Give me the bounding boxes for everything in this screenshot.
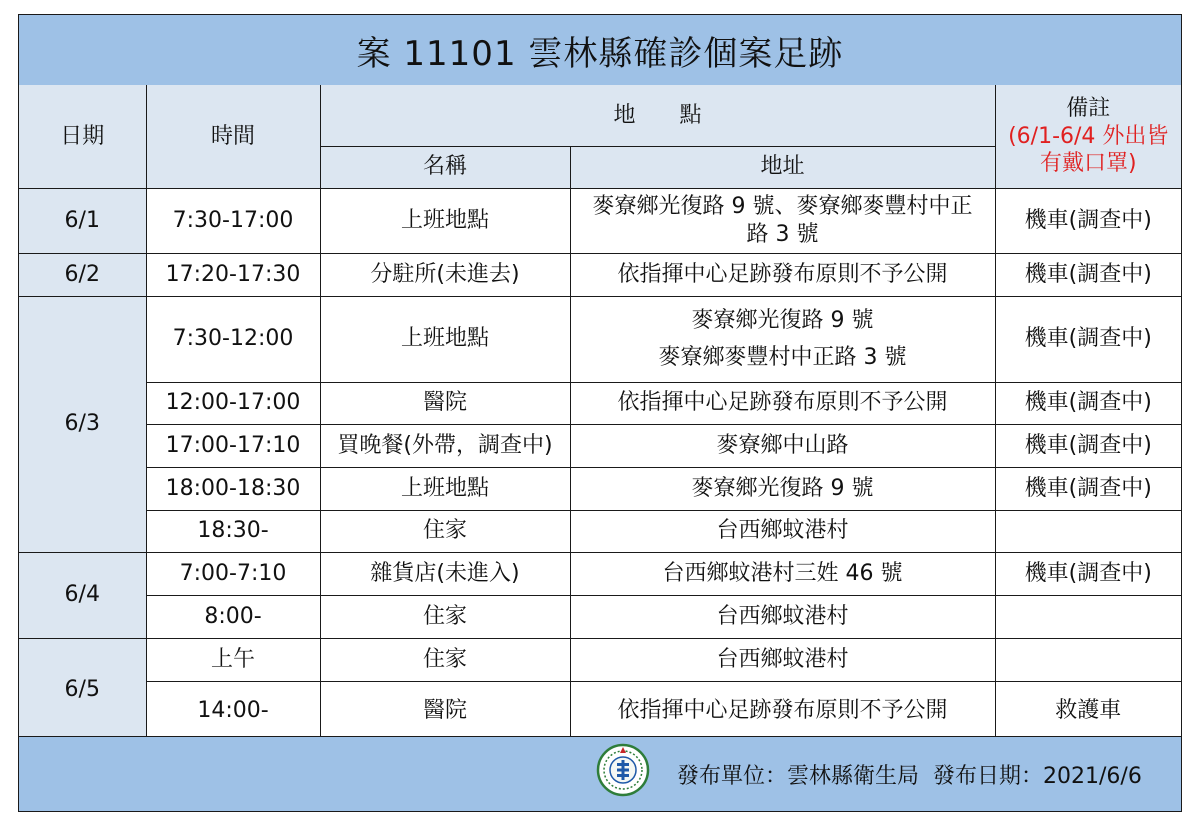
place-name-cell: 上班地點: [320, 467, 570, 510]
note-cell: 機車(調查中): [995, 552, 1181, 595]
address-line: 路 3 號: [746, 221, 819, 247]
footer: [19, 736, 1181, 811]
address-cell: [570, 681, 995, 741]
note-cell: 機車(調查中): [995, 424, 1181, 467]
note-cell: 機車(調查中): [995, 467, 1181, 510]
table-row: [19, 188, 1181, 253]
place-name-cell: 買晚餐(外帶，調查中): [320, 424, 570, 467]
place-name-cell: 醫院: [320, 382, 570, 424]
address-cell: [570, 253, 995, 296]
header-note-mask-2: 有戴口罩): [1039, 151, 1137, 176]
time-cell: 7:30-17:00: [146, 188, 320, 253]
place-name-cell: 上班地點: [320, 296, 570, 382]
address-cell: [570, 552, 995, 595]
address-cell: [570, 188, 995, 253]
time-cell: 18:00-18:30: [146, 467, 320, 510]
note-cell: 機車(調查中): [995, 296, 1181, 382]
note-cell: [995, 595, 1181, 638]
address-cell: [570, 424, 995, 467]
table-body: [19, 188, 1181, 741]
header-note-mask-1: (6/1-6/4 外出皆: [1008, 123, 1169, 149]
table-row: [19, 424, 1181, 467]
table-row: [19, 253, 1181, 296]
table-row: [19, 595, 1181, 638]
page-title: 案 11101 雲林縣確診個案足跡: [19, 15, 1181, 86]
header-location: 地 點: [320, 85, 995, 146]
place-name-cell: 住家: [320, 595, 570, 638]
place-name-cell: 住家: [320, 510, 570, 552]
table-row: [19, 638, 1181, 681]
address-line: 麥寮鄉麥豐村中正路 3 號: [658, 345, 907, 370]
address-line: 台西鄉蚊港村: [716, 603, 849, 629]
table-row: [19, 382, 1181, 424]
header-date: 日期: [19, 85, 146, 188]
address-cell: [570, 296, 995, 382]
date-cell: 6/3: [19, 296, 146, 552]
footer-info: [677, 737, 1142, 811]
footprint-table: [19, 85, 1181, 742]
place-name-cell: 雜貨店(未進入): [320, 552, 570, 595]
address-line: 台西鄉蚊港村: [716, 518, 849, 544]
header-time: 時間: [146, 85, 320, 188]
time-cell: 17:00-17:10: [146, 424, 320, 467]
footprint-notice: [18, 14, 1182, 812]
footer-release-date: 發布日期：2021/6/6: [933, 763, 1142, 789]
time-cell: 18:30-: [146, 510, 320, 552]
address-line: 依指揮中心足跡發布原則不予公開: [617, 698, 948, 724]
note-cell: [995, 510, 1181, 552]
address-line: 台西鄉蚊港村三姓 46 號: [662, 560, 903, 586]
time-cell: 上午: [146, 638, 320, 681]
note-cell: 機車(調查中): [995, 382, 1181, 424]
time-cell: 8:00-: [146, 595, 320, 638]
address-line: 台西鄉蚊港村: [716, 646, 849, 672]
address-line: 麥寮鄉光復路 9 號、麥寮鄉麥豐村中正: [592, 194, 973, 219]
place-name-cell: 醫院: [320, 681, 570, 741]
time-cell: 7:00-7:10: [146, 552, 320, 595]
table-row: [19, 681, 1181, 741]
place-name-cell: 分駐所(未進去): [320, 253, 570, 296]
date-cell: 6/5: [19, 638, 146, 741]
address-cell: [570, 595, 995, 638]
address-cell: [570, 467, 995, 510]
address-line: 依指揮中心足跡發布原則不予公開: [617, 261, 948, 287]
address-cell: [570, 638, 995, 681]
header-name: 名稱: [320, 146, 570, 188]
place-name-cell: 上班地點: [320, 188, 570, 253]
time-cell: 14:00-: [146, 681, 320, 741]
time-cell: 12:00-17:00: [146, 382, 320, 424]
date-cell: 6/1: [19, 188, 146, 253]
address-cell: [570, 382, 995, 424]
date-cell: 6/4: [19, 552, 146, 638]
note-cell: 救護車: [995, 681, 1181, 741]
table-row: [19, 467, 1181, 510]
address-line: 依指揮中心足跡發布原則不予公開: [617, 390, 948, 416]
footer-publisher: 發布單位：雲林縣衛生局: [677, 763, 920, 789]
note-cell: 機車(調查中): [995, 253, 1181, 296]
note-cell: 機車(調查中): [995, 188, 1181, 253]
header-note-title: 備註: [1066, 96, 1111, 121]
address-cell: [570, 510, 995, 552]
address-line: 麥寮鄉光復路 9 號: [691, 475, 874, 501]
address-line: 麥寮鄉光復路 9 號: [691, 307, 874, 333]
header-address: 地址: [570, 146, 995, 188]
address-line: 麥寮鄉中山路: [716, 432, 849, 458]
header-note: [995, 85, 1181, 188]
table-row: [19, 552, 1181, 595]
table-row: [19, 296, 1181, 382]
place-name-cell: 住家: [320, 638, 570, 681]
date-cell: 6/2: [19, 253, 146, 296]
table-header: [19, 85, 1181, 188]
health-bureau-seal-icon: [596, 743, 650, 797]
time-cell: 7:30-12:00: [146, 296, 320, 382]
table-row: [19, 510, 1181, 552]
time-cell: 17:20-17:30: [146, 253, 320, 296]
note-cell: [995, 638, 1181, 681]
